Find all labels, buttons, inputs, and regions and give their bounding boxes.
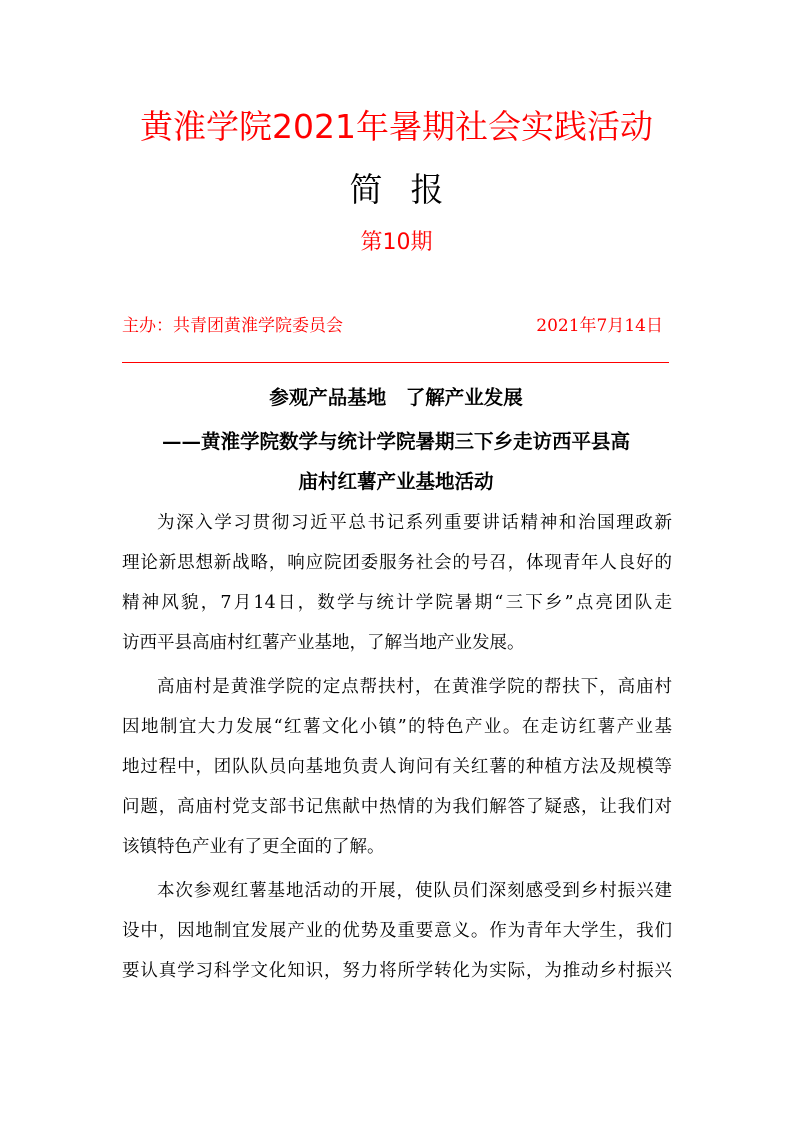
publish-date: 2021年7月14日 — [536, 316, 663, 336]
header-divider — [122, 362, 669, 363]
article-title: 参观产品基地 了解产业发展 — [269, 386, 523, 409]
paragraph-line: 理论新思想新战略，响应院团委服务社会的号召，体现青年人良好的 — [122, 553, 672, 573]
paragraph-line: 设中，因地制宜发展产业的优势及重要意义。作为青年大学生，我们 — [122, 921, 672, 941]
paragraph-line: 该镇特色产业有了更全面的了解。 — [122, 837, 385, 857]
paragraph-line: 要认真学习科学文化知识，努力将所学转化为实际，为推动乡村振兴 — [122, 961, 672, 981]
paragraph-line: 为深入学习贯彻习近平总书记系列重要讲话精神和治国理政新 — [157, 513, 672, 533]
paragraph-line: 访西平县高庙村红薯产业基地，了解当地产业发展。 — [122, 633, 525, 653]
paragraph-line: 问题，高庙村党支部书记焦献中热情的为我们解答了疑惑，让我们对 — [122, 797, 672, 817]
article-subtitle-line2: 庙村红薯产业基地活动 — [298, 470, 494, 493]
article-subtitle-line1: ——黄淮学院数学与统计学院暑期三下乡走访西平县高 — [161, 430, 630, 453]
paragraph-line: 因地制宜大力发展“红薯文化小镇”的特色产业。在走访红薯产业基 — [122, 717, 672, 737]
meta-row — [122, 312, 669, 340]
host-organization: 主办：共青团黄淮学院委员会 — [122, 316, 343, 336]
newsletter-subtitle: 简报 — [349, 170, 472, 209]
paragraph-line: 本次参观红薯基地活动的开展，使队员们深刻感受到乡村振兴建 — [157, 881, 672, 901]
issue-number: 第10期 — [360, 230, 433, 255]
newsletter-title: 黄淮学院2021年暑期社会实践活动 — [140, 107, 653, 146]
paragraph-line: 精神风貌，7月14日，数学与统计学院暑期“三下乡”点亮团队走 — [122, 593, 672, 613]
paragraph-line: 高庙村是黄淮学院的定点帮扶村，在黄淮学院的帮扶下，高庙村 — [157, 677, 672, 697]
paragraph-line: 地过程中，团队队员向基地负责人询问有关红薯的种植方法及规模等 — [122, 757, 672, 777]
